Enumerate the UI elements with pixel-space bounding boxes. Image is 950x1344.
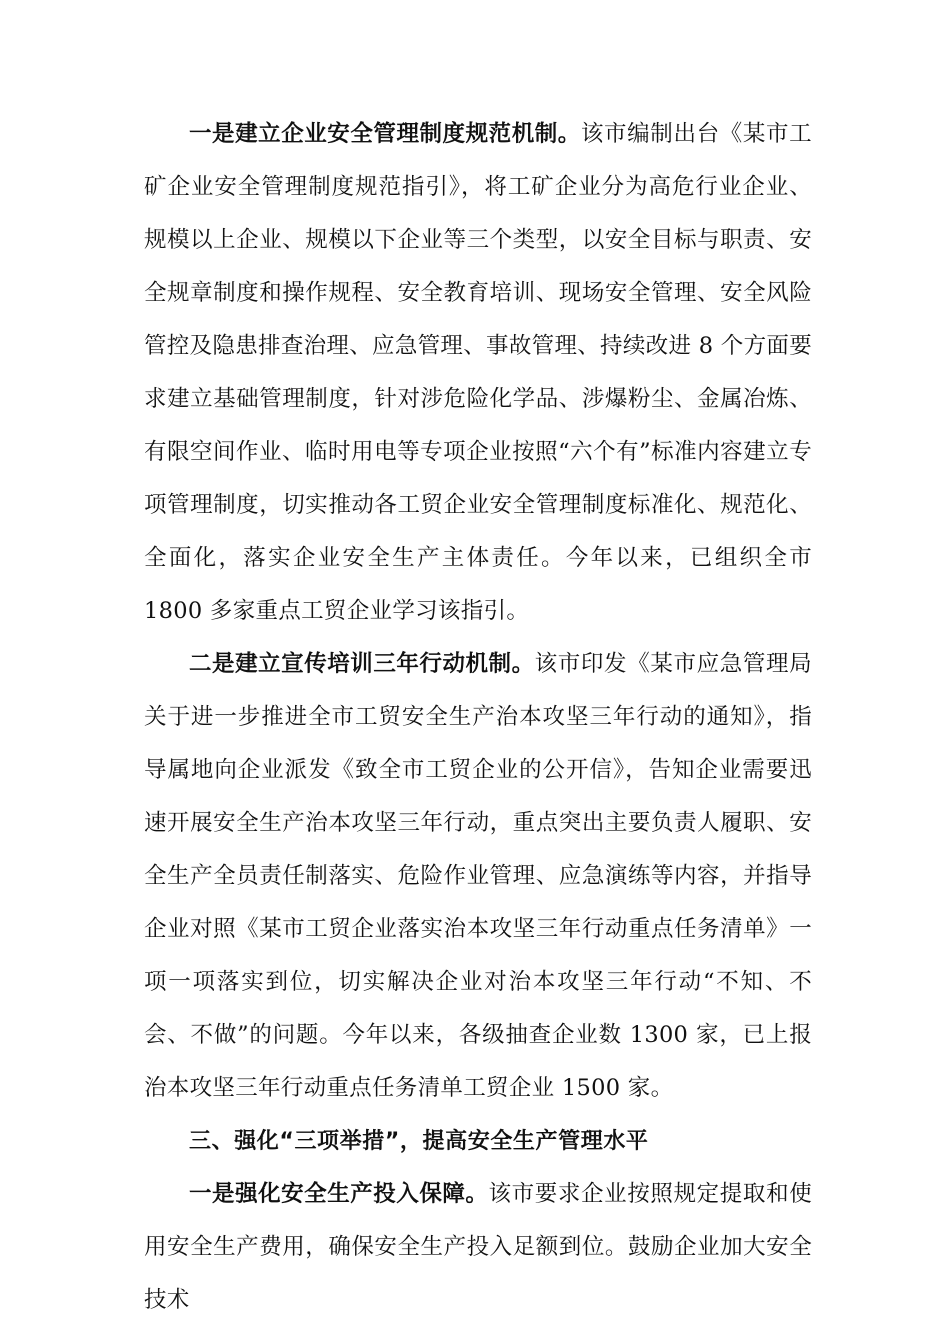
paragraph-text: 该市编制出台《某市工矿企业安全管理制度规范指引》，将工矿企业分为高危行业企业、规模以上企业、规模以下企业等三个类型，以安全目标与职责、安全规章制度和操作规程、安全教育培训、现场安全管理、安全风险管控及隐患排查治理、应急管理、事故管理、持续改进 8 个方面要求建立基础管理制度，针对涉危险化学品、涉爆粉尘、金属冶炼、有限空间作业、临时用电等专项企业按照“六个有”标准内容建立专项管理制度，切实推动各工贸企业安全管理制度标准化、规范化、全面化，落实企业安全生产主体责任。今年以来，已组织全市 1800 多家重点工贸企业学习该指引。: [144, 121, 812, 624]
paragraph-text: 该市要求企业按照规定提取和使用安全生产费用，确保安全生产投入足额到位。鼓励企业加大安全技术: [144, 1181, 812, 1313]
paragraph-lead-bold: 二是建立宣传培训三年行动机制。: [189, 651, 535, 677]
paragraph-lead-bold: 一是强化安全生产投入保障。: [189, 1181, 489, 1207]
paragraph-investment-guarantee: [144, 1168, 812, 1327]
paragraph-safety-management-system: [144, 108, 812, 638]
section-heading: 三、强化“三项举措”，提高安全生产管理水平: [189, 1129, 649, 1154]
document-body: [144, 108, 812, 1327]
paragraph-lead-bold: 一是建立企业安全管理制度规范机制。: [189, 121, 581, 147]
paragraph-text: 该市印发《某市应急管理局关于进一步推进全市工贸安全生产治本攻坚三年行动的通知》，指导属地向企业派发《致全市工贸企业的公开信》，告知企业需要迅速开展安全生产治本攻坚三年行动，重点突出主要负责人履职、安全生产全员责任制落实、危险作业管理、应急演练等内容，并指导企业对照《某市工贸企业落实治本攻坚三年行动重点任务清单》一项一项落实到位，切实解决企业对治本攻坚三年行动“不知、不会、不做”的问题。今年以来，各级抽查企业数 1300 家，已上报治本攻坚三年行动重点任务清单工贸企业 1500 家。: [144, 651, 812, 1101]
paragraph-training-action: [144, 638, 812, 1115]
